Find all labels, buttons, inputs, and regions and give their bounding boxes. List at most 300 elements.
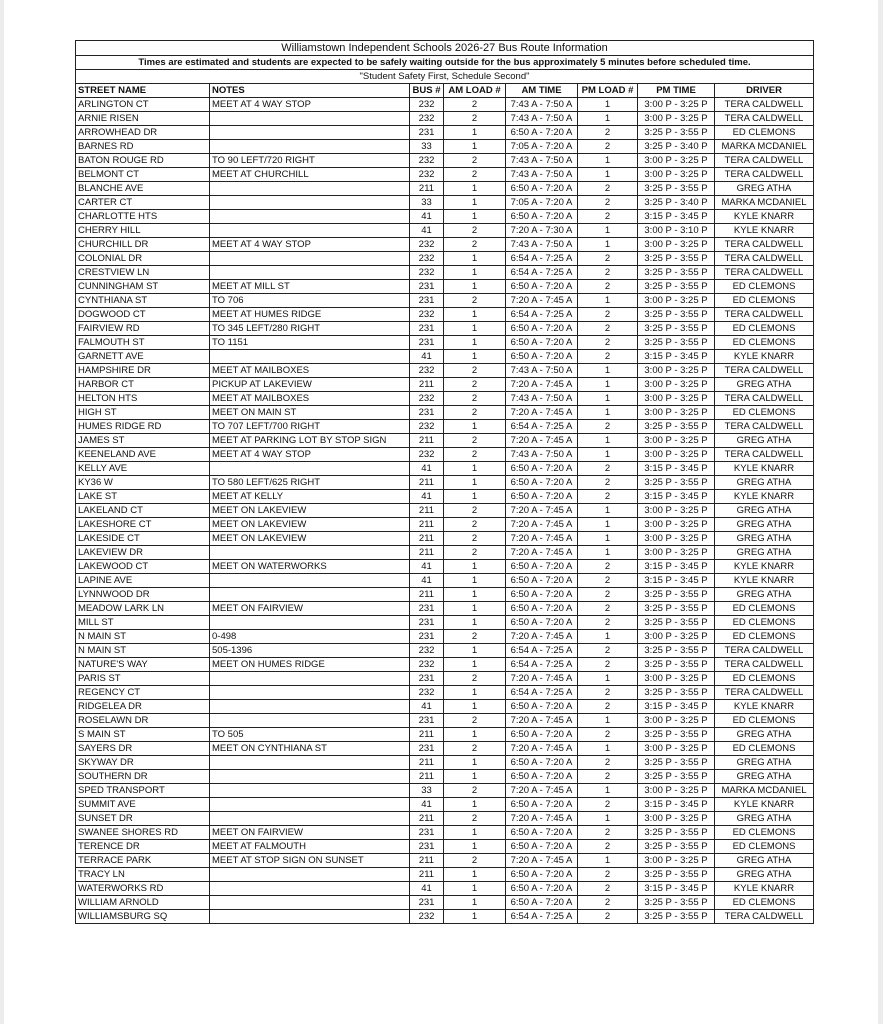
bus-number-cell: 211 xyxy=(410,868,444,882)
am-time-cell: 6:50 A - 7:20 A xyxy=(506,896,578,910)
notes-cell xyxy=(210,196,410,210)
driver-cell: KYLE KNARR xyxy=(715,350,814,364)
pm-time-cell: 3:00 P - 3:25 P xyxy=(638,98,715,112)
street-name-cell: BARNES RD xyxy=(76,140,210,154)
pm-load-cell: 2 xyxy=(578,336,638,350)
bus-number-cell: 231 xyxy=(410,840,444,854)
street-name-cell: FAIRVIEW RD xyxy=(76,322,210,336)
pm-time-cell: 3:25 P - 3:55 P xyxy=(638,322,715,336)
pm-time-cell: 3:15 P - 3:45 P xyxy=(638,350,715,364)
table-row xyxy=(76,798,814,812)
am-time-cell: 7:20 A - 7:45 A xyxy=(506,854,578,868)
street-name-cell: DOGWOOD CT xyxy=(76,308,210,322)
am-load-cell: 1 xyxy=(444,266,506,280)
am-load-cell: 2 xyxy=(444,168,506,182)
am-time-cell: 6:54 A - 7:25 A xyxy=(506,686,578,700)
bus-number-cell: 231 xyxy=(410,126,444,140)
pm-time-cell: 3:00 P - 3:25 P xyxy=(638,168,715,182)
am-load-cell: 1 xyxy=(444,798,506,812)
pm-time-cell: 3:25 P - 3:55 P xyxy=(638,840,715,854)
bus-number-cell: 232 xyxy=(410,238,444,252)
am-time-cell: 7:43 A - 7:50 A xyxy=(506,98,578,112)
street-name-cell: GARNETT AVE xyxy=(76,350,210,364)
bus-number-cell: 232 xyxy=(410,644,444,658)
pm-load-cell: 2 xyxy=(578,476,638,490)
driver-cell: ED CLEMONS xyxy=(715,742,814,756)
table-row xyxy=(76,196,814,210)
driver-cell: TERA CALDWELL xyxy=(715,392,814,406)
pm-time-cell: 3:25 P - 3:55 P xyxy=(638,308,715,322)
notes-cell: MEET ON FAIRVIEW xyxy=(210,826,410,840)
pm-time-cell: 3:25 P - 3:55 P xyxy=(638,644,715,658)
am-load-cell: 2 xyxy=(444,224,506,238)
am-load-cell: 2 xyxy=(444,448,506,462)
am-time-cell: 7:20 A - 7:45 A xyxy=(506,784,578,798)
table-row xyxy=(76,560,814,574)
table-row xyxy=(76,308,814,322)
am-load-cell: 1 xyxy=(444,140,506,154)
street-name-cell: ARNIE RISEN xyxy=(76,112,210,126)
bus-number-cell: 41 xyxy=(410,700,444,714)
notes-cell xyxy=(210,126,410,140)
bus-number-cell: 211 xyxy=(410,532,444,546)
driver-cell: ED CLEMONS xyxy=(715,280,814,294)
notes-cell: MEET AT 4 WAY STOP xyxy=(210,238,410,252)
am-time-cell: 6:50 A - 7:20 A xyxy=(506,126,578,140)
street-name-cell: KEENELAND AVE xyxy=(76,448,210,462)
notes-cell xyxy=(210,546,410,560)
document-subtitle: Times are estimated and students are expected to be safely waiting outside for the bus approximately 5 minutes before scheduled time. xyxy=(76,56,814,70)
street-name-cell: N MAIN ST xyxy=(76,644,210,658)
notes-cell xyxy=(210,812,410,826)
table-row xyxy=(76,392,814,406)
notes-cell: TO 345 LEFT/280 RIGHT xyxy=(210,322,410,336)
bus-number-cell: 41 xyxy=(410,798,444,812)
bus-number-cell: 232 xyxy=(410,420,444,434)
am-load-cell: 2 xyxy=(444,742,506,756)
table-row xyxy=(76,602,814,616)
street-name-cell: REGENCY CT xyxy=(76,686,210,700)
pm-time-cell: 3:25 P - 3:55 P xyxy=(638,616,715,630)
am-load-cell: 1 xyxy=(444,896,506,910)
bus-number-cell: 211 xyxy=(410,434,444,448)
street-name-cell: S MAIN ST xyxy=(76,728,210,742)
am-time-cell: 7:43 A - 7:50 A xyxy=(506,238,578,252)
bus-number-cell: 211 xyxy=(410,504,444,518)
driver-cell: TERA CALDWELL xyxy=(715,686,814,700)
table-row xyxy=(76,756,814,770)
am-load-cell: 1 xyxy=(444,826,506,840)
am-load-cell: 2 xyxy=(444,112,506,126)
street-name-cell: LAKEVIEW DR xyxy=(76,546,210,560)
notes-cell: MEET ON LAKEVIEW xyxy=(210,518,410,532)
table-row xyxy=(76,154,814,168)
pm-time-cell: 3:25 P - 3:55 P xyxy=(638,588,715,602)
table-row xyxy=(76,616,814,630)
am-load-cell: 2 xyxy=(444,504,506,518)
am-time-cell: 6:50 A - 7:20 A xyxy=(506,336,578,350)
street-name-cell: SOUTHERN DR xyxy=(76,770,210,784)
pm-load-cell: 1 xyxy=(578,546,638,560)
am-load-cell: 2 xyxy=(444,392,506,406)
bus-number-cell: 211 xyxy=(410,518,444,532)
pm-time-cell: 3:25 P - 3:55 P xyxy=(638,252,715,266)
am-time-cell: 7:20 A - 7:45 A xyxy=(506,378,578,392)
driver-cell: GREG ATHA xyxy=(715,182,814,196)
bus-number-cell: 211 xyxy=(410,588,444,602)
am-load-cell: 2 xyxy=(444,714,506,728)
pm-load-cell: 1 xyxy=(578,224,638,238)
table-row xyxy=(76,406,814,420)
street-name-cell: LYNNWOOD DR xyxy=(76,588,210,602)
am-time-cell: 7:43 A - 7:50 A xyxy=(506,168,578,182)
table-row xyxy=(76,252,814,266)
pm-time-cell: 3:15 P - 3:45 P xyxy=(638,882,715,896)
table-row xyxy=(76,910,814,924)
am-time-cell: 6:50 A - 7:20 A xyxy=(506,350,578,364)
pm-time-cell: 3:00 P - 3:25 P xyxy=(638,448,715,462)
pm-load-cell: 2 xyxy=(578,798,638,812)
bus-number-cell: 232 xyxy=(410,364,444,378)
table-row xyxy=(76,476,814,490)
driver-cell: ED CLEMONS xyxy=(715,896,814,910)
am-time-cell: 6:50 A - 7:20 A xyxy=(506,700,578,714)
pm-time-cell: 3:00 P - 3:25 P xyxy=(638,364,715,378)
pm-load-cell: 2 xyxy=(578,700,638,714)
document-title: Williamstown Independent Schools 2026-27 Bus Route Information xyxy=(76,41,814,56)
notes-cell xyxy=(210,252,410,266)
pm-load-cell: 2 xyxy=(578,686,638,700)
table-row xyxy=(76,504,814,518)
bus-number-cell: 231 xyxy=(410,294,444,308)
pm-load-cell: 1 xyxy=(578,406,638,420)
notes-cell: MEET ON MAIN ST xyxy=(210,406,410,420)
am-load-cell: 1 xyxy=(444,476,506,490)
am-time-cell: 7:43 A - 7:50 A xyxy=(506,112,578,126)
driver-cell: TERA CALDWELL xyxy=(715,658,814,672)
notes-cell xyxy=(210,588,410,602)
bus-number-cell: 211 xyxy=(410,546,444,560)
pm-time-cell: 3:15 P - 3:45 P xyxy=(638,210,715,224)
am-load-cell: 2 xyxy=(444,434,506,448)
am-load-cell: 2 xyxy=(444,812,506,826)
driver-cell: ED CLEMONS xyxy=(715,840,814,854)
pm-load-cell: 2 xyxy=(578,490,638,504)
am-load-cell: 1 xyxy=(444,210,506,224)
pm-time-cell: 3:00 P - 3:25 P xyxy=(638,392,715,406)
street-name-cell: LAKESIDE CT xyxy=(76,532,210,546)
am-load-cell: 1 xyxy=(444,910,506,924)
pm-time-cell: 3:00 P - 3:25 P xyxy=(638,812,715,826)
driver-cell: MARKA MCDANIEL xyxy=(715,784,814,798)
am-time-cell: 7:20 A - 7:45 A xyxy=(506,434,578,448)
am-time-cell: 6:50 A - 7:20 A xyxy=(506,770,578,784)
column-header-bus: BUS # xyxy=(410,84,444,98)
am-load-cell: 1 xyxy=(444,196,506,210)
table-row xyxy=(76,742,814,756)
am-load-cell: 2 xyxy=(444,378,506,392)
pm-load-cell: 1 xyxy=(578,392,638,406)
driver-cell: MARKA MCDANIEL xyxy=(715,140,814,154)
am-time-cell: 7:20 A - 7:45 A xyxy=(506,532,578,546)
street-name-cell: KELLY AVE xyxy=(76,462,210,476)
street-name-cell: TERENCE DR xyxy=(76,840,210,854)
title-row xyxy=(76,41,814,56)
am-time-cell: 7:43 A - 7:50 A xyxy=(506,448,578,462)
pm-time-cell: 3:00 P - 3:25 P xyxy=(638,112,715,126)
am-load-cell: 1 xyxy=(444,728,506,742)
am-load-cell: 2 xyxy=(444,630,506,644)
notes-cell xyxy=(210,714,410,728)
street-name-cell: SKYWAY DR xyxy=(76,756,210,770)
table-row xyxy=(76,518,814,532)
pm-load-cell: 2 xyxy=(578,252,638,266)
am-load-cell: 1 xyxy=(444,252,506,266)
street-name-cell: MEADOW LARK LN xyxy=(76,602,210,616)
bus-number-cell: 232 xyxy=(410,112,444,126)
am-load-cell: 2 xyxy=(444,238,506,252)
pm-load-cell: 1 xyxy=(578,378,638,392)
am-time-cell: 7:43 A - 7:50 A xyxy=(506,392,578,406)
driver-cell: GREG ATHA xyxy=(715,812,814,826)
am-time-cell: 6:54 A - 7:25 A xyxy=(506,420,578,434)
table-row xyxy=(76,224,814,238)
pm-load-cell: 1 xyxy=(578,518,638,532)
driver-cell: ED CLEMONS xyxy=(715,616,814,630)
table-row xyxy=(76,322,814,336)
driver-cell: TERA CALDWELL xyxy=(715,644,814,658)
pm-load-cell: 2 xyxy=(578,126,638,140)
bus-number-cell: 41 xyxy=(410,462,444,476)
bus-number-cell: 211 xyxy=(410,728,444,742)
pm-load-cell: 1 xyxy=(578,98,638,112)
bus-number-cell: 231 xyxy=(410,826,444,840)
am-time-cell: 6:54 A - 7:25 A xyxy=(506,252,578,266)
table-row xyxy=(76,182,814,196)
table-row xyxy=(76,378,814,392)
pm-time-cell: 3:00 P - 3:25 P xyxy=(638,238,715,252)
notes-cell xyxy=(210,112,410,126)
pm-time-cell: 3:00 P - 3:25 P xyxy=(638,714,715,728)
street-name-cell: BLANCHE AVE xyxy=(76,182,210,196)
pm-time-cell: 3:25 P - 3:55 P xyxy=(638,602,715,616)
table-row xyxy=(76,868,814,882)
motto-row xyxy=(76,70,814,84)
street-name-cell: LAKELAND CT xyxy=(76,504,210,518)
driver-cell: TERA CALDWELL xyxy=(715,364,814,378)
am-time-cell: 6:50 A - 7:20 A xyxy=(506,588,578,602)
driver-cell: TERA CALDWELL xyxy=(715,266,814,280)
am-load-cell: 2 xyxy=(444,546,506,560)
column-header-driver: DRIVER xyxy=(715,84,814,98)
street-name-cell: HAMPSHIRE DR xyxy=(76,364,210,378)
am-time-cell: 6:50 A - 7:20 A xyxy=(506,756,578,770)
table-row xyxy=(76,336,814,350)
pm-load-cell: 2 xyxy=(578,756,638,770)
am-time-cell: 7:05 A - 7:20 A xyxy=(506,196,578,210)
notes-cell: TO 505 xyxy=(210,728,410,742)
pm-load-cell: 1 xyxy=(578,434,638,448)
notes-cell: TO 90 LEFT/720 RIGHT xyxy=(210,154,410,168)
notes-cell xyxy=(210,756,410,770)
driver-cell: TERA CALDWELL xyxy=(715,420,814,434)
column-header-pm-load: PM LOAD # xyxy=(578,84,638,98)
notes-cell: MEET ON WATERWORKS xyxy=(210,560,410,574)
driver-cell: GREG ATHA xyxy=(715,518,814,532)
bus-number-cell: 231 xyxy=(410,616,444,630)
pm-load-cell: 2 xyxy=(578,462,638,476)
am-load-cell: 2 xyxy=(444,364,506,378)
pm-load-cell: 2 xyxy=(578,728,638,742)
notes-cell: TO 707 LEFT/700 RIGHT xyxy=(210,420,410,434)
pm-load-cell: 2 xyxy=(578,140,638,154)
street-name-cell: FALMOUTH ST xyxy=(76,336,210,350)
pm-time-cell: 3:25 P - 3:55 P xyxy=(638,336,715,350)
bus-number-cell: 211 xyxy=(410,854,444,868)
driver-cell: ED CLEMONS xyxy=(715,826,814,840)
street-name-cell: CHERRY HILL xyxy=(76,224,210,238)
notes-cell xyxy=(210,266,410,280)
pm-load-cell: 2 xyxy=(578,770,638,784)
pm-time-cell: 3:00 P - 3:25 P xyxy=(638,742,715,756)
driver-cell: KYLE KNARR xyxy=(715,224,814,238)
pm-load-cell: 2 xyxy=(578,280,638,294)
table-row xyxy=(76,112,814,126)
driver-cell: ED CLEMONS xyxy=(715,630,814,644)
am-load-cell: 1 xyxy=(444,560,506,574)
bus-number-cell: 231 xyxy=(410,322,444,336)
driver-cell: GREG ATHA xyxy=(715,728,814,742)
table-row xyxy=(76,896,814,910)
table-row xyxy=(76,784,814,798)
am-time-cell: 7:20 A - 7:45 A xyxy=(506,812,578,826)
pm-time-cell: 3:00 P - 3:25 P xyxy=(638,672,715,686)
table-row xyxy=(76,644,814,658)
am-time-cell: 6:50 A - 7:20 A xyxy=(506,840,578,854)
pm-load-cell: 1 xyxy=(578,364,638,378)
am-load-cell: 1 xyxy=(444,350,506,364)
notes-cell xyxy=(210,686,410,700)
pm-time-cell: 3:00 P - 3:25 P xyxy=(638,434,715,448)
pm-time-cell: 3:25 P - 3:55 P xyxy=(638,686,715,700)
notes-cell: MEET AT KELLY xyxy=(210,490,410,504)
pm-time-cell: 3:25 P - 3:55 P xyxy=(638,770,715,784)
am-load-cell: 2 xyxy=(444,672,506,686)
am-time-cell: 7:20 A - 7:45 A xyxy=(506,406,578,420)
table-row xyxy=(76,266,814,280)
pm-time-cell: 3:25 P - 3:55 P xyxy=(638,728,715,742)
am-load-cell: 2 xyxy=(444,532,506,546)
notes-cell xyxy=(210,182,410,196)
street-name-cell: CUNNINGHAM ST xyxy=(76,280,210,294)
am-load-cell: 1 xyxy=(444,280,506,294)
am-time-cell: 6:54 A - 7:25 A xyxy=(506,308,578,322)
am-time-cell: 7:20 A - 7:30 A xyxy=(506,224,578,238)
driver-cell: KYLE KNARR xyxy=(715,490,814,504)
notes-cell xyxy=(210,140,410,154)
bus-route-table xyxy=(75,40,814,924)
notes-cell xyxy=(210,224,410,238)
am-time-cell: 6:54 A - 7:25 A xyxy=(506,658,578,672)
am-load-cell: 1 xyxy=(444,574,506,588)
pm-time-cell: 3:25 P - 3:40 P xyxy=(638,140,715,154)
street-name-cell: WILLIAMSBURG SQ xyxy=(76,910,210,924)
am-time-cell: 6:50 A - 7:20 A xyxy=(506,728,578,742)
street-name-cell: LAKE ST xyxy=(76,490,210,504)
pm-time-cell: 3:00 P - 3:25 P xyxy=(638,630,715,644)
notes-cell xyxy=(210,574,410,588)
pm-load-cell: 2 xyxy=(578,826,638,840)
pm-load-cell: 2 xyxy=(578,910,638,924)
pm-load-cell: 1 xyxy=(578,238,638,252)
pm-time-cell: 3:25 P - 3:55 P xyxy=(638,126,715,140)
column-header-street: STREET NAME xyxy=(76,84,210,98)
am-load-cell: 1 xyxy=(444,126,506,140)
street-name-cell: CARTER CT xyxy=(76,196,210,210)
pm-load-cell: 1 xyxy=(578,154,638,168)
am-time-cell: 6:50 A - 7:20 A xyxy=(506,574,578,588)
pm-load-cell: 2 xyxy=(578,350,638,364)
header-row xyxy=(76,84,814,98)
am-load-cell: 1 xyxy=(444,602,506,616)
bus-number-cell: 232 xyxy=(410,308,444,322)
am-time-cell: 7:20 A - 7:45 A xyxy=(506,630,578,644)
notes-cell xyxy=(210,798,410,812)
am-time-cell: 6:54 A - 7:25 A xyxy=(506,910,578,924)
driver-cell: KYLE KNARR xyxy=(715,882,814,896)
notes-cell: PICKUP AT LAKEVIEW xyxy=(210,378,410,392)
am-time-cell: 7:43 A - 7:50 A xyxy=(506,364,578,378)
table-row xyxy=(76,770,814,784)
notes-cell: MEET ON FAIRVIEW xyxy=(210,602,410,616)
pm-load-cell: 2 xyxy=(578,840,638,854)
pm-load-cell: 2 xyxy=(578,574,638,588)
notes-cell: MEET AT FALMOUTH xyxy=(210,840,410,854)
notes-cell: MEET AT MAILBOXES xyxy=(210,364,410,378)
pm-load-cell: 2 xyxy=(578,420,638,434)
pm-time-cell: 3:00 P - 3:25 P xyxy=(638,154,715,168)
pm-time-cell: 3:25 P - 3:55 P xyxy=(638,266,715,280)
table-row xyxy=(76,98,814,112)
pm-load-cell: 1 xyxy=(578,742,638,756)
table-row xyxy=(76,686,814,700)
table-row xyxy=(76,238,814,252)
street-name-cell: WILLIAM ARNOLD xyxy=(76,896,210,910)
driver-cell: ED CLEMONS xyxy=(715,322,814,336)
bus-number-cell: 41 xyxy=(410,560,444,574)
am-time-cell: 6:50 A - 7:20 A xyxy=(506,490,578,504)
am-time-cell: 7:20 A - 7:45 A xyxy=(506,742,578,756)
driver-cell: TERA CALDWELL xyxy=(715,154,814,168)
bus-number-cell: 41 xyxy=(410,490,444,504)
street-name-cell: LAKEWOOD CT xyxy=(76,560,210,574)
pm-load-cell: 2 xyxy=(578,896,638,910)
street-name-cell: BELMONT CT xyxy=(76,168,210,182)
street-name-cell: SPED TRANSPORT xyxy=(76,784,210,798)
pm-load-cell: 2 xyxy=(578,196,638,210)
bus-number-cell: 232 xyxy=(410,168,444,182)
bus-number-cell: 231 xyxy=(410,896,444,910)
table-row xyxy=(76,126,814,140)
pm-load-cell: 1 xyxy=(578,854,638,868)
pm-load-cell: 2 xyxy=(578,210,638,224)
driver-cell: GREG ATHA xyxy=(715,868,814,882)
pm-time-cell: 3:15 P - 3:45 P xyxy=(638,798,715,812)
am-time-cell: 7:20 A - 7:45 A xyxy=(506,714,578,728)
am-time-cell: 6:54 A - 7:25 A xyxy=(506,266,578,280)
driver-cell: TERA CALDWELL xyxy=(715,238,814,252)
am-load-cell: 1 xyxy=(444,840,506,854)
